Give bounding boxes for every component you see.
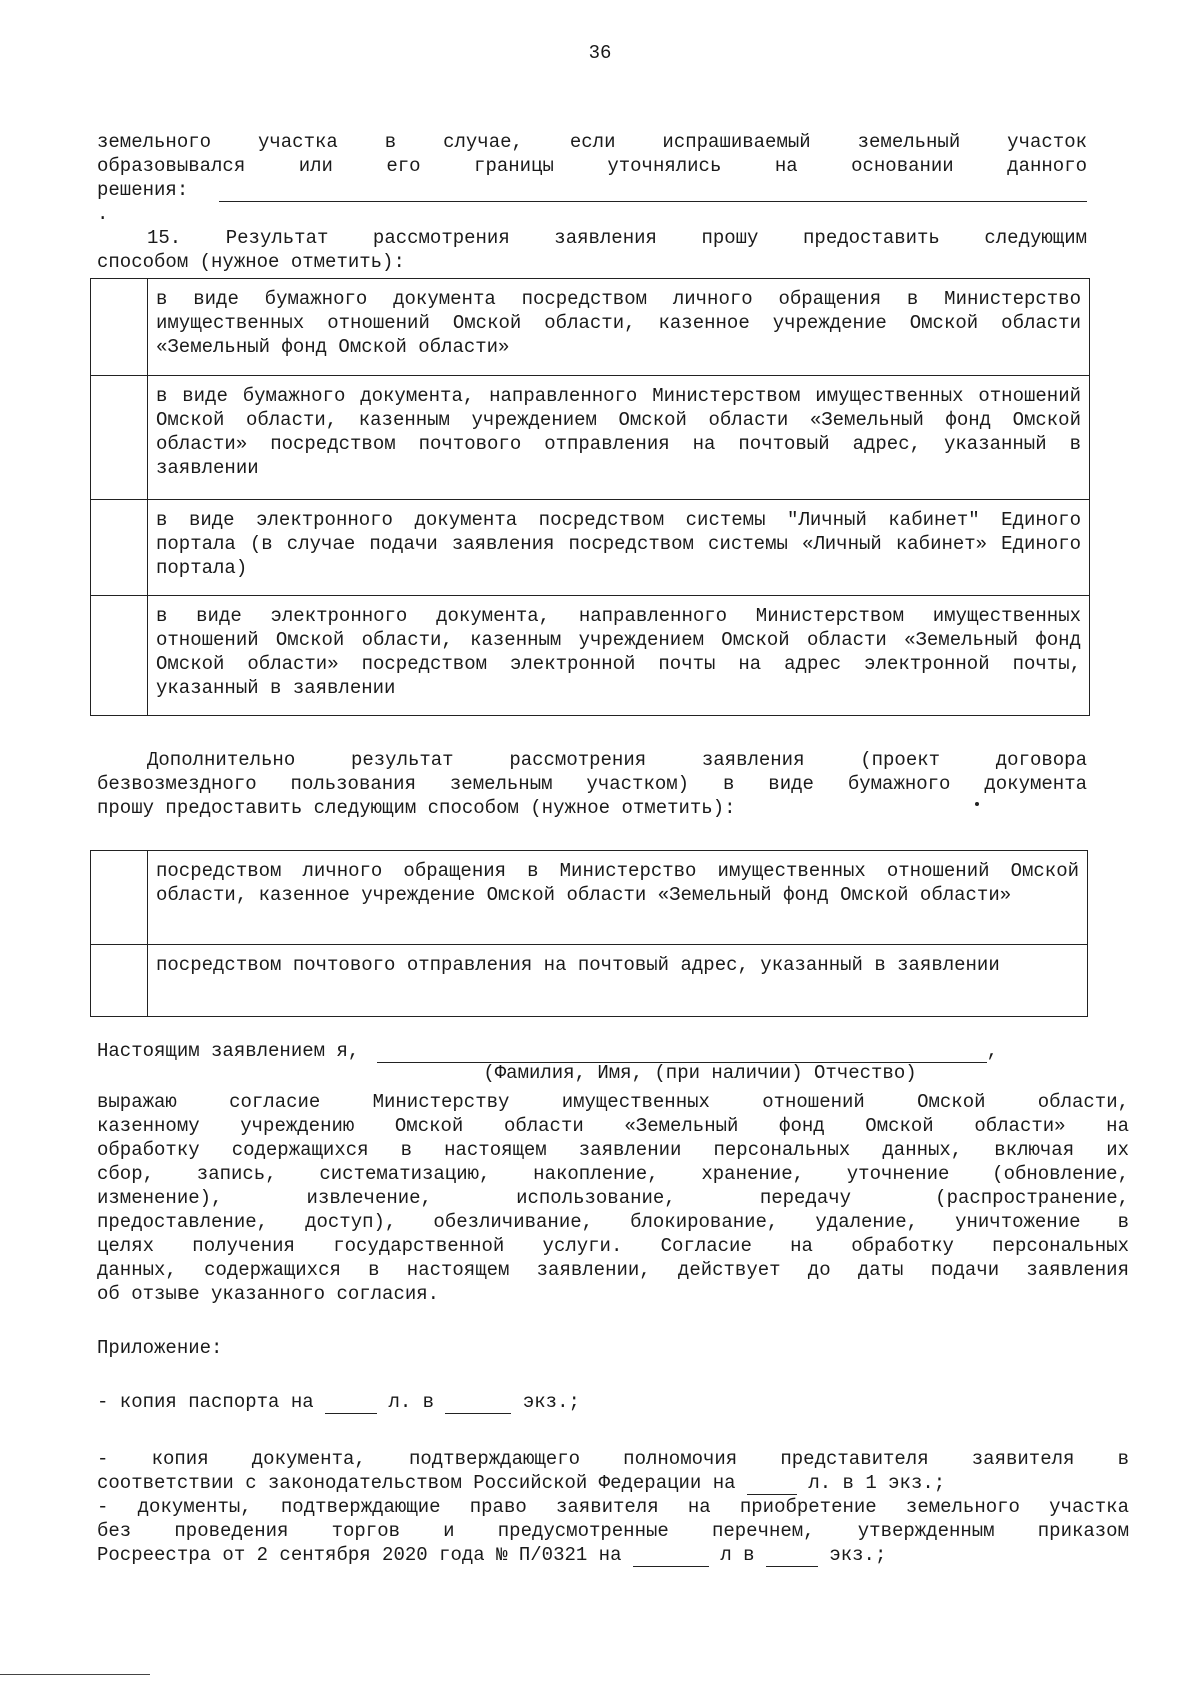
passport-sheets-field[interactable] bbox=[325, 1393, 377, 1414]
attachment-proxy bbox=[97, 1447, 1129, 1567]
intro-line-1: земельного участка в случае, если испрашиваемый земельный участок bbox=[97, 131, 1087, 153]
attachment-passport bbox=[97, 1390, 1087, 1414]
option-text-2: в виде бумажного документа, направленного Министерством имущественных отношений Омской области, казенным учреждением Омской области «Земельный фонд Омской области» посредством почтового отправления на почтовый адрес, указанный в заявлении bbox=[148, 376, 1090, 500]
consent-lead-text: Настоящим заявлением я, bbox=[97, 1040, 360, 1062]
option-text-3: в виде электронного документа посредством системы "Личный кабинет" Единого портала (в случае подачи заявления посредством системы «Личный кабинет» Единого портала) bbox=[148, 500, 1090, 596]
proxy-line-2 bbox=[97, 1471, 1129, 1495]
consent-line: предоставление, доступ), обезличивание, блокирование, удаление, уничтожение в bbox=[97, 1211, 1129, 1233]
consent-paragraph bbox=[97, 1090, 1129, 1306]
docs-line-2: без проведения торгов и предусмотренные перечнем, утвержденным приказом bbox=[97, 1520, 1129, 1542]
proxy-text-end: л. в 1 экз.; bbox=[808, 1472, 946, 1494]
table-row bbox=[91, 279, 1090, 376]
delivery-options-table bbox=[90, 278, 1090, 716]
full-name-caption: (Фамилия, Имя, (при наличии) Отчество) bbox=[483, 1062, 917, 1084]
additional-line-2: безвозмездного пользования земельным участком) в виде бумажного документа bbox=[97, 773, 1087, 795]
proxy-text: соответствии с законодательством Российской Федерации на bbox=[97, 1472, 736, 1494]
option-text-1: в виде бумажного документа посредством личного обращения в Министерство имущественных отношений Омской области, казенное учреждение Омской области «Земельный фонд Омской области» bbox=[148, 279, 1090, 376]
paper-options-table bbox=[90, 850, 1088, 1017]
passport-copies-field[interactable] bbox=[445, 1393, 511, 1414]
intro-paragraph bbox=[97, 130, 1087, 274]
docs-line-1: - документы, подтверждающие право заявителя на приобретение земельного участка bbox=[97, 1496, 1129, 1518]
proxy-sheets-field[interactable] bbox=[747, 1474, 797, 1495]
table-row bbox=[91, 851, 1088, 945]
table-row bbox=[91, 376, 1090, 500]
stray-dot bbox=[975, 802, 979, 806]
additional-paragraph bbox=[97, 748, 1087, 820]
footnote-divider bbox=[0, 1674, 150, 1675]
intro-line-2: образовывался или его границы уточнялись на основании данного bbox=[97, 155, 1087, 177]
paper-option-text-1: посредством личного обращения в Министерство имущественных отношений Омской области, казенное учреждение Омской области «Земельный фонд Омской области» bbox=[148, 851, 1088, 945]
consent-line: обработку содержащихся в настоящем заявлении персональных данных, включая их bbox=[97, 1139, 1129, 1161]
item-15-line-1: 15. Результат рассмотрения заявления прошу предоставить следующим bbox=[147, 227, 1087, 249]
consent-line: целях получения государственной услуги. Согласие на обработку персональных bbox=[97, 1235, 1129, 1257]
table-row bbox=[91, 500, 1090, 596]
consent-lead bbox=[97, 1039, 1087, 1063]
attachments-title: Приложение: bbox=[97, 1337, 223, 1359]
option-checkbox-4[interactable] bbox=[91, 596, 148, 716]
full-name-field[interactable] bbox=[377, 1042, 987, 1063]
paper-option-checkbox-2[interactable] bbox=[91, 945, 148, 1017]
docs-sheets-field[interactable] bbox=[633, 1546, 709, 1567]
item-15-line-2: способом (нужное отметить): bbox=[97, 251, 405, 273]
consent-line: изменение), извлечение, использование, передачу (распространение, bbox=[97, 1187, 1129, 1209]
consent-last-line: об отзыве указанного согласия. bbox=[97, 1283, 440, 1305]
page-number: 36 bbox=[588, 42, 612, 64]
docs-text-copies: экз.; bbox=[829, 1544, 887, 1566]
consent-line: сбор, запись, систематизацию, накопление, хранение, уточнение (обновление, bbox=[97, 1163, 1129, 1185]
additional-line-1: Дополнительно результат рассмотрения заявления (проект договора bbox=[147, 749, 1087, 771]
docs-text-sheets: л в bbox=[720, 1544, 755, 1566]
passport-text: - копия паспорта на bbox=[97, 1391, 314, 1413]
proxy-line-1: - копия документа, подтверждающего полномочия представителя заявителя в bbox=[97, 1448, 1129, 1470]
paper-option-text-2: посредством почтового отправления на почтовый адрес, указанный в заявлении bbox=[148, 945, 1088, 1017]
decision-label: решения: bbox=[97, 179, 189, 201]
passport-text-sheets: л. в bbox=[388, 1391, 435, 1413]
docs-copies-field[interactable] bbox=[766, 1546, 818, 1567]
docs-line-3 bbox=[97, 1543, 1129, 1567]
option-text-4: в виде электронного документа, направленного Министерством имущественных отношений Омской области, казенным учреждением Омской области «Земельный фонд Омской области» посредством электронной почты на адрес электронной почты, указанный в заявлении bbox=[148, 596, 1090, 716]
intro-line-3 bbox=[97, 178, 1087, 226]
option-checkbox-2[interactable] bbox=[91, 376, 148, 500]
paper-option-checkbox-1[interactable] bbox=[91, 851, 148, 945]
decision-field[interactable] bbox=[219, 181, 1087, 202]
passport-text-copies: экз.; bbox=[522, 1391, 580, 1413]
table-row bbox=[91, 945, 1088, 1017]
decision-period: . bbox=[97, 203, 109, 225]
option-checkbox-1[interactable] bbox=[91, 279, 148, 376]
additional-line-3: прошу предоставить следующим способом (нужное отметить): bbox=[97, 797, 736, 819]
option-checkbox-3[interactable] bbox=[91, 500, 148, 596]
consent-line: данных, содержащихся в настоящем заявлении, действует до даты подачи заявления bbox=[97, 1259, 1129, 1281]
docs-text: Росреестра от 2 сентября 2020 года № П/0321 на bbox=[97, 1544, 622, 1566]
table-row bbox=[91, 596, 1090, 716]
consent-line: казенному учреждению Омской области «Земельный фонд Омской области» на bbox=[97, 1115, 1129, 1137]
consent-line: выражаю согласие Министерству имущественных отношений Омской области, bbox=[97, 1091, 1129, 1113]
consent-lead-comma: , bbox=[986, 1040, 999, 1062]
